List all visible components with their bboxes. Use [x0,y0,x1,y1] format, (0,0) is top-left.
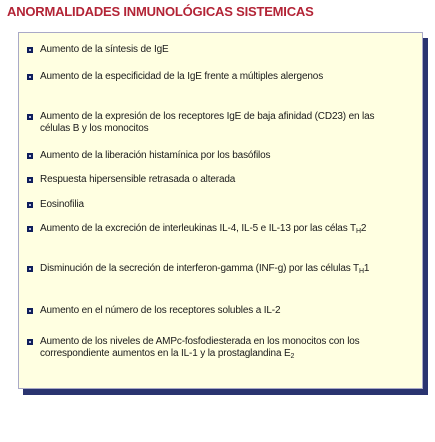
square-bullet-icon [27,266,33,272]
square-bullet-icon [27,202,33,208]
list-item-text: Aumento de la expresión de los receptores IgE de baja afinidad (CD23) en las células B y los monocitos [40,111,375,134]
square-bullet-icon [27,177,33,183]
list-item-text: Aumento de la liberación histamínica por los basófilos [40,150,271,161]
list-item [19,305,404,317]
page-title: ANORMALIDADES INMUNOLÓGICAS SISTEMICAS [7,4,314,19]
subscript: H [355,228,361,235]
subscript: 2 [290,353,295,360]
list-item-text: Aumento de la especificidad de la IgE frente a múltiples alergenos [40,71,324,82]
square-bullet-icon [27,74,33,80]
list-item [19,111,404,135]
list-item [19,71,404,83]
list-item-text: Aumento de la síntesis de IgE [40,44,169,55]
square-bullet-icon [27,308,33,314]
square-bullet-icon [27,226,33,232]
list-item [19,223,404,238]
content-panel [18,32,423,389]
list-item-text: Aumento en el número de los receptores solubles a IL-2 [40,305,281,316]
list-item-text: Disminución de la secreción de interferon-gamma (INF-g) por las células $T_H1$ [40,263,370,275]
list-item [19,263,404,278]
list-item [19,44,404,56]
square-bullet-icon [27,339,33,345]
list-item [19,336,404,363]
square-bullet-icon [27,47,33,53]
square-bullet-icon [27,153,33,159]
list-item [19,199,404,211]
list-item-text: Respuesta hipersensible retrasada o alterada [40,174,236,185]
list-item [19,150,404,162]
square-bullet-icon [27,114,33,120]
list-item [19,174,404,186]
list-item-text: Aumento de la excreción de interleukinas IL-4, IL-5 e IL-13 por las célas $T_H2$ [40,223,367,235]
list-item-text: Eosinofilia [40,199,84,210]
list-item-text: Aumento de los niveles de AMPc-fosfodiesterada en los monocitos con los correspondiente aumentos en la IL-1 y la prostaglandina $E_2$ [40,336,360,360]
subscript: H [359,268,364,275]
